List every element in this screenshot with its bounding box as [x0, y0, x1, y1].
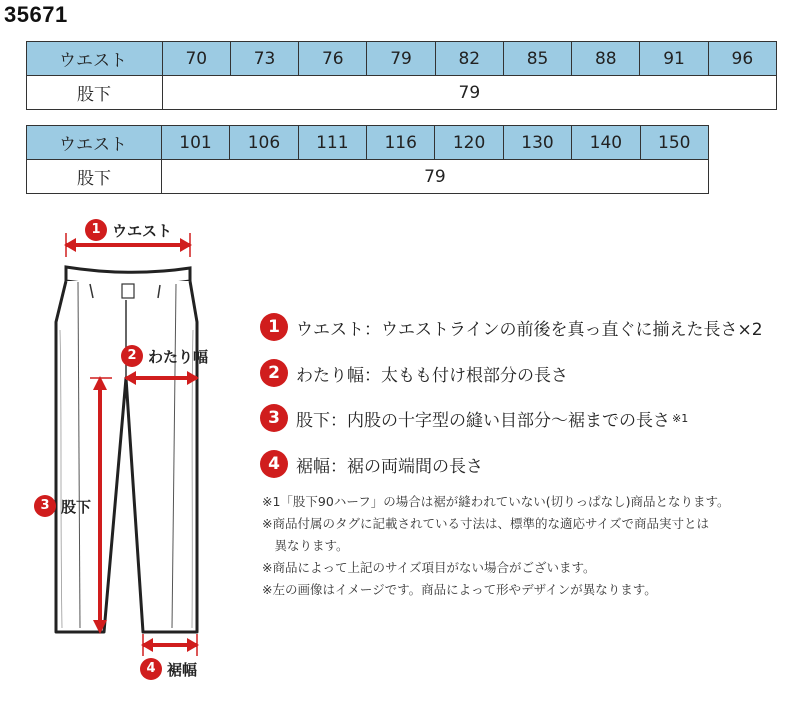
legend-text: ウエスト：ウエストラインの前後を真っ直ぐに揃えた長さ×2: [296, 319, 763, 340]
number-badge: 2: [121, 345, 143, 367]
notes: [262, 491, 729, 601]
waist-value: 120: [435, 126, 503, 160]
diagram-label-text: 裾幅: [167, 660, 198, 679]
number-badge: 4: [260, 450, 288, 478]
waist-value: 106: [230, 126, 298, 160]
note-line: ※商品によって上記のサイズ項目がない場合がございます。: [262, 560, 596, 575]
waist-value: 88: [572, 42, 640, 76]
waist-value: 150: [640, 126, 708, 160]
waist-value: 76: [299, 42, 367, 76]
diagram-label-hem: [140, 658, 197, 680]
diagram-label-text: わたり幅: [148, 347, 209, 366]
number-badge: 1: [260, 313, 288, 341]
diagram-label-waist: [85, 219, 172, 241]
legend-text: 裾幅：裾の両端間の長さ: [296, 456, 483, 477]
diagram-label-thigh: [121, 345, 208, 367]
waist-header: ウエスト: [27, 42, 163, 76]
waist-value: 101: [161, 126, 229, 160]
waist-value: 116: [367, 126, 435, 160]
inseam-value: 79: [162, 76, 776, 110]
inseam-value: 79: [161, 160, 708, 194]
note-line: 異なります。: [262, 538, 349, 553]
waist-value: 82: [435, 42, 503, 76]
waist-value: 140: [572, 126, 640, 160]
waist-value: 130: [503, 126, 571, 160]
diagram-label-text: ウエスト: [112, 221, 173, 240]
footnote-ref: ※1: [672, 411, 689, 425]
diagram-label-text: 股下: [61, 497, 92, 516]
number-badge: 3: [260, 404, 288, 432]
note-line: ※商品付属のタグに記載されている寸法は、標準的な適応サイズで商品実寸とは: [262, 516, 709, 531]
inseam-header: 股下: [27, 160, 162, 194]
legend-text: わたり幅：太もも付け根部分の長さ: [296, 365, 568, 386]
legend-text: 股下：内股の十字型の縫い目部分～裾までの長さ: [296, 410, 670, 431]
waist-value: 73: [230, 42, 298, 76]
note-line: ※左の画像はイメージです。商品によって形やデザインが異なります。: [262, 582, 657, 597]
diagram-label-inseam: [34, 495, 91, 517]
legend-item-waist: [260, 313, 763, 341]
waist-value: 79: [367, 42, 435, 76]
waist-value: 96: [708, 42, 776, 76]
waist-value: 70: [162, 42, 230, 76]
waist-value: 85: [503, 42, 571, 76]
waist-header: ウエスト: [27, 126, 162, 160]
number-badge: 2: [260, 359, 288, 387]
waist-value: 111: [298, 126, 366, 160]
note-line: ※1「股下90ハーフ」の場合は裾が縫われていない(切りっぱなし)商品となります。: [262, 494, 730, 509]
number-badge: 1: [85, 219, 107, 241]
product-code: 35671: [4, 2, 68, 27]
legend-item-thigh: [260, 359, 568, 387]
inseam-header: 股下: [27, 76, 163, 110]
legend-item-hem: [260, 450, 483, 478]
legend-item-inseam: [260, 404, 688, 432]
number-badge: 4: [140, 658, 162, 680]
waist-value: 91: [640, 42, 708, 76]
number-badge: 3: [34, 495, 56, 517]
